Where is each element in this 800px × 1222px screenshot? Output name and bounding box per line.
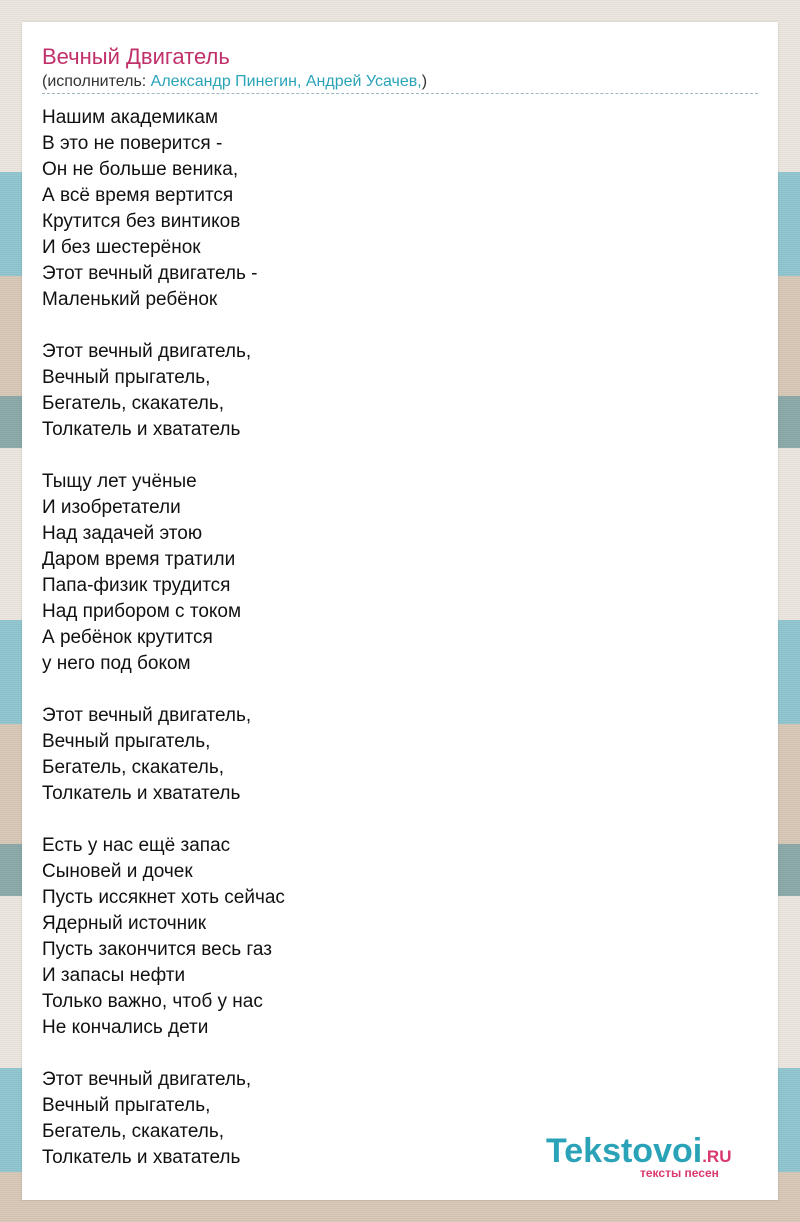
lyric-line: Бегатель, скакатель, xyxy=(42,393,225,414)
lyric-line: И без шестерёнок xyxy=(42,237,201,258)
logo-tagline: тексты песен xyxy=(640,1166,719,1180)
lyric-line: Вечный прыгатель, xyxy=(42,367,211,388)
lyric-line: Вечный прыгатель, xyxy=(42,1095,211,1116)
lyric-line: Пусть иссякнет хоть сейчас xyxy=(42,887,285,908)
artist-prefix: (исполнитель: xyxy=(42,73,151,90)
artist-link[interactable]: Александр Пинегин, Андрей Усачев, xyxy=(150,73,422,90)
lyric-line: у него под боком xyxy=(42,653,191,674)
lyric-line: Бегатель, скакатель, xyxy=(42,1121,225,1142)
logo-tld: .RU xyxy=(702,1147,732,1166)
lyric-line: Вечный прыгатель, xyxy=(42,731,211,752)
lyric-line: Толкатель и хвататель xyxy=(42,783,241,804)
logo-name: Tekstovoi xyxy=(546,1132,703,1170)
lyric-line: Над прибором с током xyxy=(42,601,242,622)
stanza-gap xyxy=(42,677,285,703)
title-divider xyxy=(42,93,758,94)
lyric-line: Бегатель, скакатель, xyxy=(42,757,225,778)
lyric-line: Маленький ребёнок xyxy=(42,289,218,310)
lyrics-text xyxy=(42,105,285,1171)
lyric-line: Сыновей и дочек xyxy=(42,861,193,882)
lyric-line: И изобретатели xyxy=(42,497,181,518)
lyric-line: Толкатель и хвататель xyxy=(42,419,241,440)
lyric-line: А ребёнок крутится xyxy=(42,627,213,648)
lyric-line: Не кончались дети xyxy=(42,1017,209,1038)
lyric-line: Он не больше веника, xyxy=(42,159,239,180)
lyric-line: Нашим академикам xyxy=(42,107,219,128)
stanza-gap xyxy=(42,443,285,469)
lyric-line: Этот вечный двигатель, xyxy=(42,1069,252,1090)
lyric-line: Толкатель и хвататель xyxy=(42,1147,241,1168)
lyric-line: Крутится без винтиков xyxy=(42,211,241,232)
lyric-line: В это не поверится - xyxy=(42,133,223,154)
lyric-line: Этот вечный двигатель - xyxy=(42,263,258,284)
lyric-line: Даром время тратили xyxy=(42,549,236,570)
artist-suffix: ) xyxy=(421,73,428,90)
lyric-line: Тыщу лет учёные xyxy=(42,471,197,492)
lyric-line: И запасы нефти xyxy=(42,965,186,986)
song-title: Вечный Двигатель xyxy=(42,44,230,69)
stanza-gap xyxy=(42,313,285,339)
lyric-line: Есть у нас ещё запас xyxy=(42,835,231,856)
lyric-line: Ядерный источник xyxy=(42,913,207,934)
lyric-line: Этот вечный двигатель, xyxy=(42,341,252,362)
lyric-line: Над задачей этою xyxy=(42,523,203,544)
stanza-gap xyxy=(42,807,285,833)
lyric-line: Этот вечный двигатель, xyxy=(42,705,252,726)
stanza-gap xyxy=(42,1041,285,1067)
song-subtitle xyxy=(42,73,427,91)
lyric-line: Пусть закончится весь газ xyxy=(42,939,272,960)
lyric-line: Папа-физик трудится xyxy=(42,575,231,596)
lyric-line: Только важно, чтоб у нас xyxy=(42,991,263,1012)
lyrics-card xyxy=(22,22,778,1200)
lyric-line: А всё время вертится xyxy=(42,185,234,206)
